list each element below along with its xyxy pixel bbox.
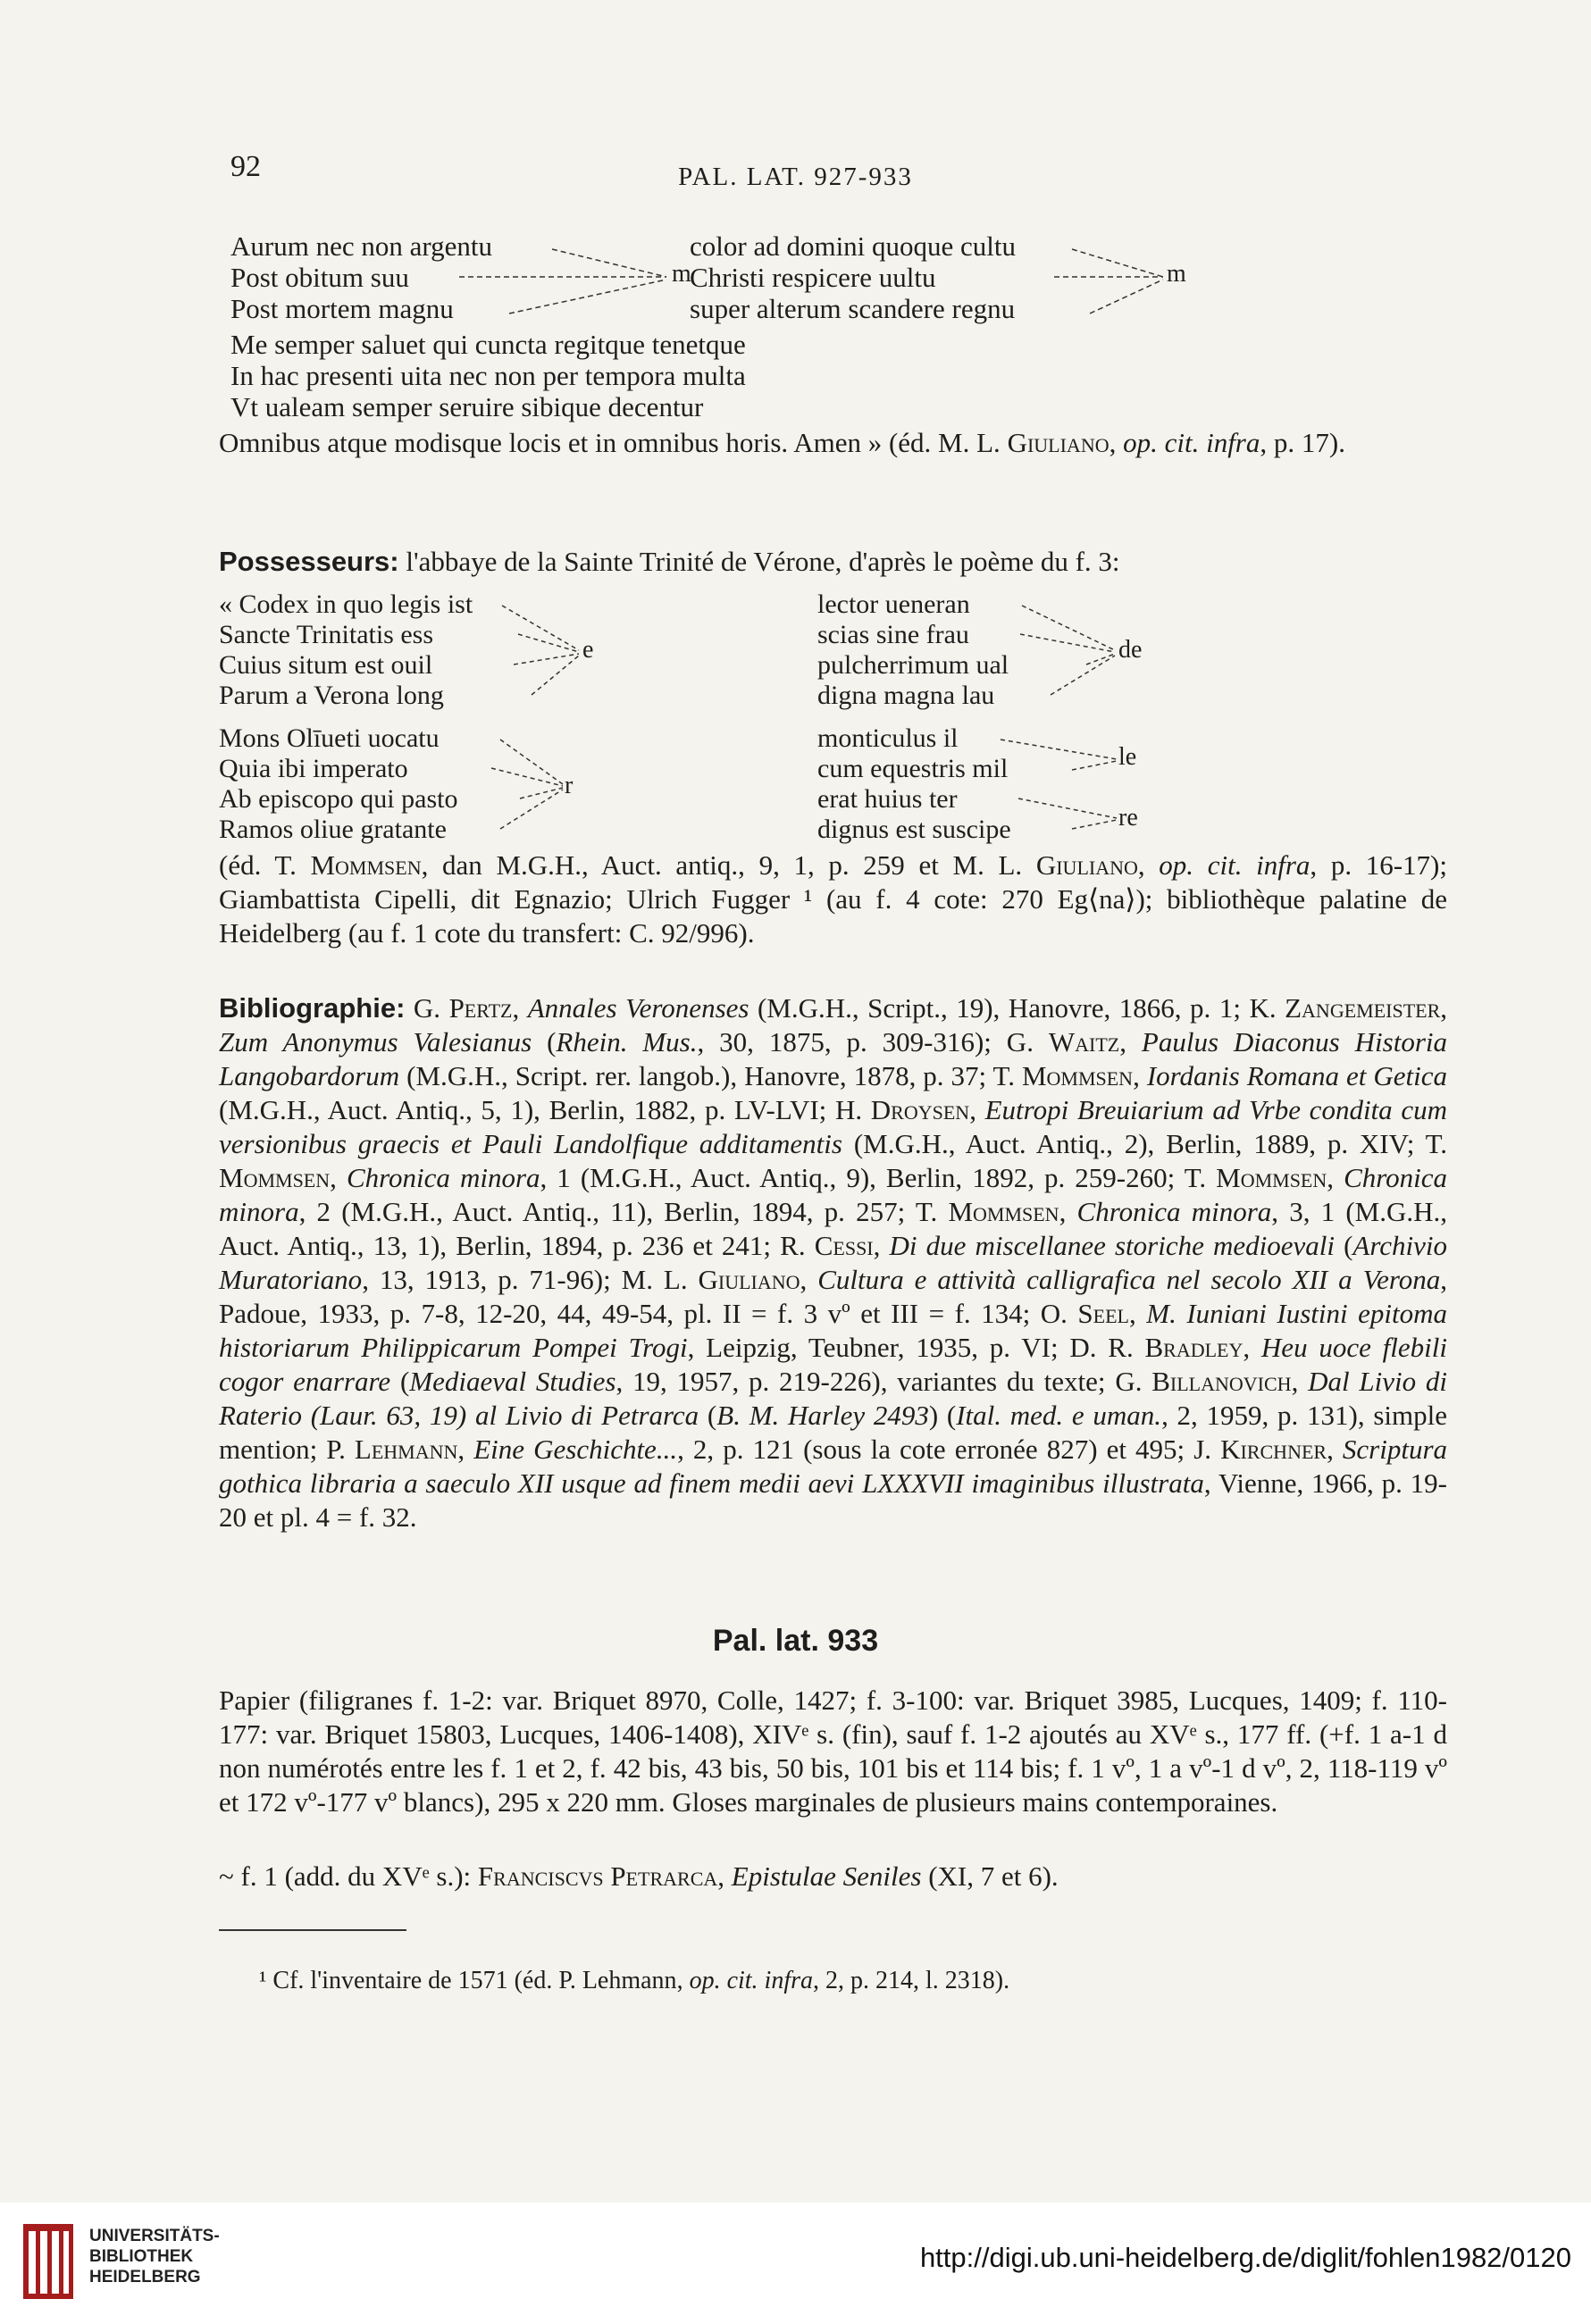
author-name: Giuliano bbox=[1007, 427, 1110, 458]
work-title: Scriptura gothica libraria a saeculo XII usque ad finem medii aevi LXXXVII imaginibus illustrata bbox=[219, 1434, 1448, 1499]
text-run: , bbox=[1440, 992, 1448, 1024]
text-run: , 3, 1 (M.G.H., Auct. Antiq., 13, 1), Berlin, 1894, p. 236 et 241; R. bbox=[219, 1196, 1448, 1261]
poem2-ligature: de bbox=[1118, 636, 1143, 664]
author-name: Bradley bbox=[1144, 1332, 1243, 1363]
work-title: Dal Livio di Raterio (Laur. 63, 19) al Livio di Petrarca bbox=[219, 1366, 1447, 1431]
poem-line: Post obitum suu bbox=[230, 262, 409, 293]
text-run: , 2 (M.G.H., Auct. Antiq., 11), Berlin, 1894, p. 257; T. bbox=[298, 1196, 949, 1227]
poem1-left-ligature-lines bbox=[223, 228, 688, 330]
work-title: Chronica minora bbox=[1076, 1196, 1272, 1227]
work-title: B. M. Harley 2493 bbox=[716, 1400, 929, 1431]
work-title: Cultura e attività calligrafica nel secolo XII a Verona bbox=[817, 1264, 1441, 1295]
text-run: ) ( bbox=[928, 1400, 957, 1431]
bibliographie-paragraph bbox=[219, 991, 1447, 1534]
page-number: 92 bbox=[230, 150, 261, 183]
work-title: Mediaeval Studies bbox=[409, 1366, 616, 1397]
poem1-right-column bbox=[690, 230, 1016, 324]
author-name: Billanovich bbox=[1151, 1366, 1292, 1397]
text-run: (M.G.H., Script. rer. langob.), Hanovre, 1878, p. 37; T. bbox=[399, 1060, 1022, 1091]
poem-line: Mons Olīueti uocatu bbox=[219, 723, 440, 753]
author-name: Zangemeister bbox=[1285, 992, 1441, 1024]
author-name: Lehmann bbox=[354, 1434, 458, 1465]
work-title: Eine Geschichte... bbox=[473, 1434, 678, 1465]
poem2-block2-right-ligature-lines bbox=[992, 723, 1126, 849]
text-run: ( bbox=[699, 1400, 717, 1431]
poem-line: Quia ibi imperato bbox=[219, 754, 408, 783]
text-run: , bbox=[800, 1264, 818, 1295]
section-title: Pal. lat. 933 bbox=[712, 1624, 879, 1658]
text-run: , bbox=[1119, 1026, 1142, 1058]
text-run: , Padoue, 1933, p. 7-8, 12-20, 44, 49-54, pl. II = f. 3 vº et III = f. 134; O. bbox=[219, 1264, 1447, 1329]
text-run: , 19, 1957, p. 219-226), variantes du texte; G. bbox=[615, 1366, 1152, 1397]
poem-line: dignus est suscipe bbox=[817, 815, 1011, 844]
author-name: Seel bbox=[1077, 1298, 1129, 1329]
library-logo-icon bbox=[16, 2219, 79, 2304]
text-run: , bbox=[330, 1162, 347, 1193]
poem1-right-ligature: m bbox=[1167, 260, 1186, 288]
section-label: Bibliographie: bbox=[219, 992, 406, 1024]
poem2-ligature: e bbox=[582, 636, 594, 664]
author-name: Giuliano bbox=[698, 1264, 800, 1295]
poem-line: super alterum scandere regnu bbox=[690, 293, 1016, 324]
text-run: , bbox=[1327, 1162, 1344, 1193]
poem2-block1-right bbox=[817, 589, 1009, 711]
poem2-block1-right-ligature-lines bbox=[1009, 589, 1130, 715]
text-run: , bbox=[873, 1230, 890, 1261]
poem-line: Sancte Trinitatis ess bbox=[219, 620, 434, 649]
text-run: , 2, 1959, p. 131), simple mention; P. bbox=[219, 1400, 1448, 1465]
work-title: Archivio Muratoriano bbox=[219, 1230, 1448, 1295]
author-name: Mommsen bbox=[1216, 1162, 1327, 1193]
work-title: Chronica minora bbox=[219, 1162, 1448, 1227]
text-run: , bbox=[1128, 1298, 1147, 1329]
work-title: Di due miscellanee storiche medioevali bbox=[889, 1230, 1335, 1261]
poem2-block2-right bbox=[817, 723, 1011, 845]
text-run: , bbox=[457, 1434, 474, 1465]
text-run: , bbox=[1291, 1366, 1309, 1397]
poem-line: Me semper saluet qui cuncta regitque tenetque bbox=[230, 329, 746, 360]
author-name: Waitz bbox=[1048, 1026, 1120, 1058]
poem1-full-lines bbox=[230, 329, 746, 422]
poem2-block2-left-ligature-lines bbox=[465, 723, 581, 849]
work-title: Heu uoce flebili cogor enarrare bbox=[219, 1332, 1447, 1397]
poem-line: Post mortem magnu bbox=[230, 293, 454, 324]
source-url-link[interactable]: http://digi.ub.uni-heidelberg.de/diglit/fohlen1982/0120 bbox=[919, 2242, 1571, 2273]
text-run: , 13, 1913, p. 71-96); M. L. bbox=[362, 1264, 699, 1295]
library-name: UNIVERSITÄTS- BIBLIOTHEK HEIDELBERG bbox=[89, 2227, 220, 2286]
poem-line: monticulus il bbox=[817, 723, 959, 753]
work-title: Chronica minora bbox=[346, 1162, 540, 1193]
poem1-right-ligature-lines bbox=[1054, 228, 1170, 330]
text-run: G. bbox=[413, 992, 449, 1024]
poem-line: Ab episcopo qui pasto bbox=[219, 784, 458, 814]
author-name: Franciscvs Petrarca bbox=[477, 1860, 718, 1892]
text-run: , 30, 1875, p. 309-316); G. bbox=[697, 1026, 1049, 1058]
author-name: Droysen bbox=[870, 1094, 970, 1125]
poem-line: erat huius ter bbox=[817, 784, 958, 814]
text-run: (M.G.H., Auct. Antiq., 2), Berlin, 1889, p. XIV; T. bbox=[842, 1128, 1447, 1159]
papier-paragraph: Papier (filigranes f. 1-2: var. Briquet 8970, Colle, 1427; f. 3-100: var. Briquet 3985, Lucques, 1409; f. 110-177: var. Briquet 15803, Lucques, 1406-1408), XIVᵉ s. (fin), sauf f. 1-2 ajoutés au XVᵉ s., 177 ff. (+f. 1 a-1 d non numérotés entre les f. 1 et 2, f. 42 bis, 43 bis, 50 bis, 101 bis et 114 bis; f. 1 vº, 1 a vº-1 d vº, 2, 118-119 vº et 172 vº-177 vº blancs), 295 x 220 mm. Gloses marginales de plusieurs mains contemporaines. bbox=[219, 1684, 1447, 1818]
text-run: , 1 (M.G.H., Auct. Antiq., 9), Berlin, 1892, p. 259-260; T. bbox=[540, 1162, 1217, 1193]
text-run: , 2, p. 121 (sous la cote erronée 827) et 495; J. bbox=[677, 1434, 1221, 1465]
poem-line: Aurum nec non argentu bbox=[230, 230, 492, 262]
section-label: Possesseurs: bbox=[219, 546, 399, 577]
poem-closing-paragraph: Omnibus atque modisque locis et in omnibus horis. Amen » (éd. M. L. Giuliano, op. cit. infra, p. 17). bbox=[219, 427, 1345, 458]
work-title: Zum Anonymus Valesianus bbox=[219, 1026, 532, 1058]
text-run: ( bbox=[390, 1366, 410, 1397]
poem-line: Vt ualeam semper seruire sibique decentur bbox=[230, 391, 704, 422]
author-name: Mommsen bbox=[219, 1162, 331, 1193]
poem-source-paragraph: (éd. T. Mommsen, dan M.G.H., Auct. antiq., 9, 1, p. 259 et M. L. Giuliano, op. cit. infra, p. 16-17); Giambattista Cipelli, dit Egnazio; Ulrich Fugger ¹ (au f. 4 cote: 270 Eg⟨na⟩); bibliothèque palatine de Heidelberg (au f. 1 cote du transfert: C. 92/996). bbox=[219, 849, 1447, 949]
text-run: , Vienne, 1966, p. 19-20 et pl. 4 = f. 32. bbox=[219, 1467, 1448, 1533]
text-run: ( bbox=[532, 1026, 557, 1058]
work-title: Eutropi Breuiarium ad Vrbe condita cum versionibus graecis et Pauli Landolfique additamentis bbox=[219, 1094, 1447, 1159]
work-title: Rhein. Mus. bbox=[556, 1026, 698, 1058]
poem-line: pulcherrimum ual bbox=[817, 650, 1009, 680]
work-title: Iordanis Romana et Getica bbox=[1146, 1060, 1447, 1091]
footnote-rule bbox=[219, 1929, 406, 1931]
poem-line: scias sine frau bbox=[817, 620, 969, 649]
text-run: , Leipzig, Teubner, 1935, p. VI; D. R. bbox=[687, 1332, 1145, 1363]
poem2-ligature: re bbox=[1118, 804, 1138, 832]
text-run: , bbox=[512, 992, 528, 1024]
poem-line: Christi respicere uultu bbox=[690, 262, 936, 293]
text-run: , bbox=[1059, 1196, 1077, 1227]
text-run: ( bbox=[1334, 1230, 1353, 1261]
work-title: Annales Veronenses bbox=[527, 992, 749, 1024]
poem-line: « Codex in quo legis ist bbox=[219, 589, 473, 619]
work-title: M. Iuniani Iustini epitoma historiarum Philippicarum Pompei Trogi bbox=[219, 1298, 1447, 1363]
author-name: Pertz bbox=[448, 992, 513, 1024]
text-run: (M.G.H., Script., 19), Hanovre, 1866, p. 1; K. bbox=[749, 992, 1285, 1024]
text-run: (M.G.H., Auct. Antiq., 5, 1), Berlin, 1882, p. LV-LVI; H. bbox=[219, 1094, 871, 1125]
text-run: , bbox=[1133, 1060, 1147, 1091]
poem-line: Ramos oliue gratante bbox=[219, 815, 447, 844]
poem2-ligature: r bbox=[565, 772, 574, 799]
author-name: Cessi bbox=[814, 1230, 874, 1261]
text-run: , bbox=[1243, 1332, 1261, 1363]
poem-line: Parum a Verona long bbox=[219, 681, 444, 710]
text-run: , bbox=[969, 1094, 985, 1125]
author-name: Mommsen bbox=[1021, 1060, 1134, 1091]
author-name: Kirchner bbox=[1220, 1434, 1327, 1465]
poem-line: In hac presenti uita nec non per tempora multa bbox=[230, 360, 746, 391]
poem-line: cum equestris mil bbox=[817, 754, 1009, 783]
running-title: PAL. LAT. 927-933 bbox=[678, 163, 913, 191]
work-title: Epistulae Seniles bbox=[731, 1860, 922, 1892]
poem-line: lector ueneran bbox=[817, 589, 970, 619]
content-entry: ~ f. 1 (add. du XVᵉ s.): Franciscvs Petrarca, Epistulae Seniles (XI, 7 et 6). bbox=[219, 1860, 1059, 1892]
poem-line: Cuius situm est ouil bbox=[219, 650, 433, 680]
possesseurs-paragraph: Possesseurs: l'abbaye de la Sainte Trinité de Vérone, d'après le poème du f. 3: bbox=[219, 546, 1120, 577]
work-title: Ital. med. e uman. bbox=[956, 1400, 1162, 1431]
poem2-block1-left bbox=[219, 589, 473, 711]
poem1-left-ligature: m bbox=[672, 260, 691, 288]
work-title: Paulus Diaconus Historia Langobardorum bbox=[219, 1026, 1447, 1091]
poem-line: color ad domini quoque cultu bbox=[690, 230, 1017, 262]
text-run: , bbox=[1327, 1434, 1343, 1465]
author-name: Mommsen bbox=[948, 1196, 1059, 1227]
poem2-ligature: le bbox=[1118, 743, 1137, 771]
poem2-block2-left bbox=[219, 723, 457, 845]
footnote: ¹ Cf. l'inventaire de 1571 (éd. P. Lehmann, op. cit. infra, 2, p. 214, l. 2318). bbox=[259, 1967, 1010, 1994]
poem-line: digna magna lau bbox=[817, 681, 995, 710]
